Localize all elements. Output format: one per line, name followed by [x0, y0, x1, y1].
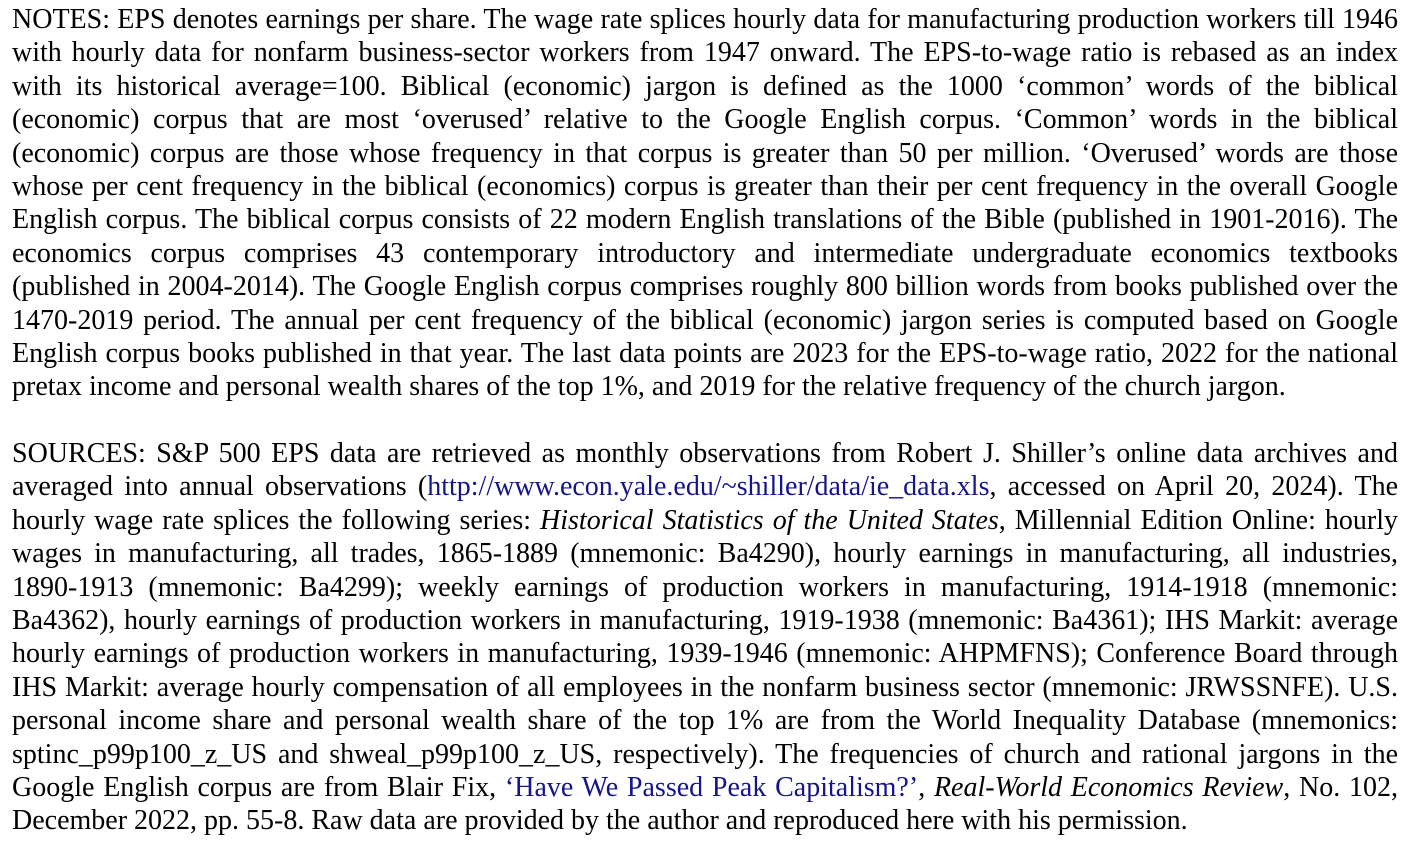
notes-text: NOTES: EPS denotes earnings per share. The wage rate splices hourly data for manufacturing production workers till 1946 with hourly data for nonfarm business-sector workers from 1947 onward. The EPS-to-wage ratio is rebased as an index with its historical average=100. Biblical (economic) jargon is defined as the 1000 ‘common’ words of the biblical (economic) corpus that are most ‘overused’ relative to the Google English corpus. ‘Common’ words in the biblical (economic) corpus are those whose frequency in that corpus is greater than 50 per million. ‘Overused’ words are those whose per cent frequency in the biblical (economics) corpus is greater than their per cent frequency in the overall Google English corpus. The biblical corpus consists of 22 modern English translations of the Bible (published in 1901-2016). The economics corpus comprises 43 contemporary introductory and intermediate undergraduate economics textbooks (published in 2004-2014). The Google English corpus comprises roughly 800 billion words from books published over the 1470-2019 period. The annual per cent frequency of the biblical (economic) jargon series is computed based on Google English corpus books published in that year. The last data points are 2023 for the EPS-to-wage ratio, 2022 for the national pretax income and personal wealth shares of the top 1%, and 2019 for the relative frequency of the church jargon. [12, 4, 1398, 403]
sources-text-intro: SOURCES: S&P 500 EPS data are retrieved as monthly observations from Robert J. Shiller’s online data archives and averaged into annual observations ( [12, 437, 1398, 503]
peak-capitalism-article-link[interactable]: ‘Have We Passed Peak Capitalism?’ [504, 771, 919, 803]
sources-text-series-detail: , Millennial Edition Online: hourly wages in manufacturing, all trades, 1865-1889 (mnemonic: Ba4290), hourly earnings in manufacturing, all industries, 1890-1913 (mnemonic: Ba4299); weekly earnings of production workers in manufacturing, 1914-1918 (mnemonic: Ba4362), hourly earnings of production workers in manufacturing, 1919-1938 (mnemonic: Ba4361); IHS Markit: average hourly earnings of production workers in manufacturing, 1939-1946 (mnemonic: AHPMFNS); Conference Board through IHS Markit: average hourly compensation of all employees in the nonfarm business sector (mnemonic: JRWSSNFE). U.S. personal income share and personal wealth share of the top 1% are from the World Inequality Database (mnemonics: sptinc_p99p100_z_US and shweal_p99p100_z_US, respectively). The frequencies of church and rational jargons in the Google English corpus are from Blair Fix, [12, 504, 1398, 803]
sources-text-comma: , [918, 771, 934, 803]
book-title-historical-statistics: Historical Statistics of the United States [540, 504, 999, 536]
sources-text-citation-tail: , No. 102, December 2022, pp. 55-8. Raw data are provided by the author and reproduced here with his permission. [12, 771, 1398, 837]
shiller-data-url-link[interactable]: http://www.econ.yale.edu/~shiller/data/ie_data.xls [427, 471, 990, 503]
notes-paragraph [12, 3, 1398, 404]
sources-paragraph [12, 437, 1398, 838]
journal-title-real-world-economics-review: Real-World Economics Review [933, 771, 1284, 803]
sources-text-series-lead: , accessed on April 20, 2024). The hourly wage rate splices the following series: [12, 471, 1398, 536]
